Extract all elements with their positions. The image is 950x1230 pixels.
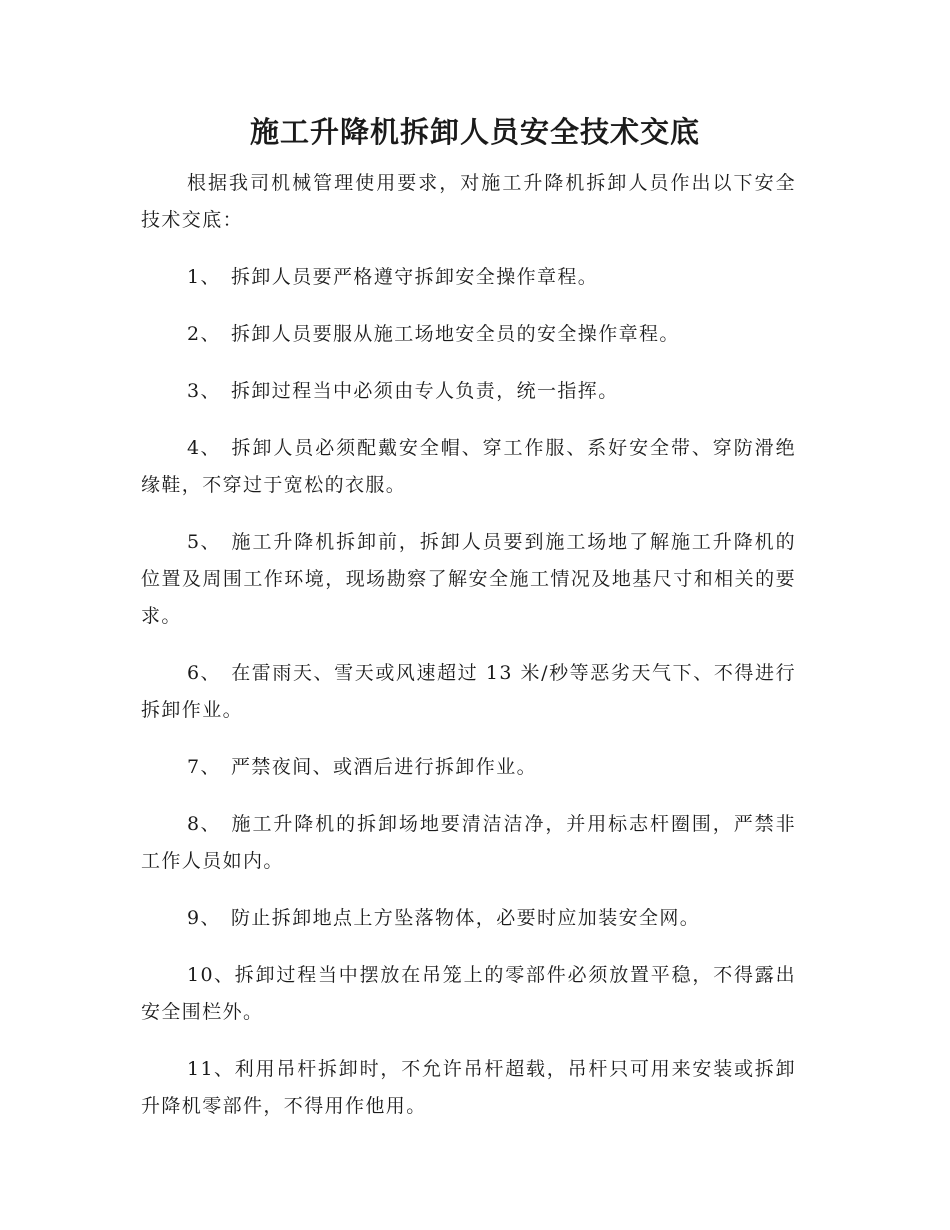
list-item xyxy=(141,430,796,504)
item-text: 防止拆卸地点上方坠落物体，必要时应加装安全网。 xyxy=(231,907,701,929)
list-item xyxy=(141,316,796,353)
item-text: 利用吊杆拆卸时，不允许吊杆超载，吊杆只可用来安装或拆卸升降机零部件，不得用作他用。 xyxy=(141,1058,796,1117)
list-item xyxy=(141,749,796,786)
item-number: 6、 xyxy=(187,662,221,684)
item-number: 9、 xyxy=(187,907,221,929)
list-item xyxy=(141,900,796,937)
item-text: 施工升降机的拆卸场地要清洁洁净，并用标志杆圈围，严禁非工作人员如内。 xyxy=(141,813,796,872)
document-body xyxy=(141,165,796,1145)
item-number: 8、 xyxy=(187,813,221,835)
list-item xyxy=(141,806,796,880)
item-text: 拆卸人员要服从施工场地安全员的安全操作章程。 xyxy=(231,323,680,345)
list-item xyxy=(141,1051,796,1125)
list-item xyxy=(141,655,796,729)
list-item xyxy=(141,524,796,635)
list-item xyxy=(141,957,796,1031)
item-number: 5、 xyxy=(187,531,221,553)
item-text: 拆卸过程当中必须由专人负责，统一指挥。 xyxy=(231,380,619,402)
item-number: 1、 xyxy=(187,266,221,288)
intro-paragraph: 根据我司机械管理使用要求，对施工升降机拆卸人员作出以下安全技术交底： xyxy=(141,172,796,231)
item-number: 2、 xyxy=(187,323,221,345)
item-text: 拆卸人员必须配戴安全帽、穿工作服、系好安全带、穿防滑绝缘鞋，不穿过于宽松的衣服。 xyxy=(141,437,796,496)
item-text: 施工升降机拆卸前，拆卸人员要到施工场地了解施工升降机的位置及周围工作环境，现场勘察了解安全施工情况及地基尺寸和相关的要求。 xyxy=(141,531,796,627)
item-number: 10、 xyxy=(187,964,235,986)
list-item xyxy=(141,259,796,296)
document-title: 施工升降机拆卸人员安全技术交底 xyxy=(249,115,700,149)
item-text: 在雷雨天、雪天或风速超过 13 米/秒等恶劣天气下、不得进行拆卸作业。 xyxy=(141,662,796,721)
item-number: 3、 xyxy=(187,380,221,402)
item-text: 拆卸人员要严格遵守拆卸安全操作章程。 xyxy=(231,266,599,288)
item-number: 7、 xyxy=(187,756,221,778)
item-text: 拆卸过程当中摆放在吊笼上的零部件必须放置平稳，不得露出安全围栏外。 xyxy=(141,964,796,1023)
item-text: 严禁夜间、或酒后进行拆卸作业。 xyxy=(231,756,538,778)
item-number: 4、 xyxy=(187,437,221,459)
list-item xyxy=(141,373,796,410)
item-number: 11、 xyxy=(187,1058,235,1080)
